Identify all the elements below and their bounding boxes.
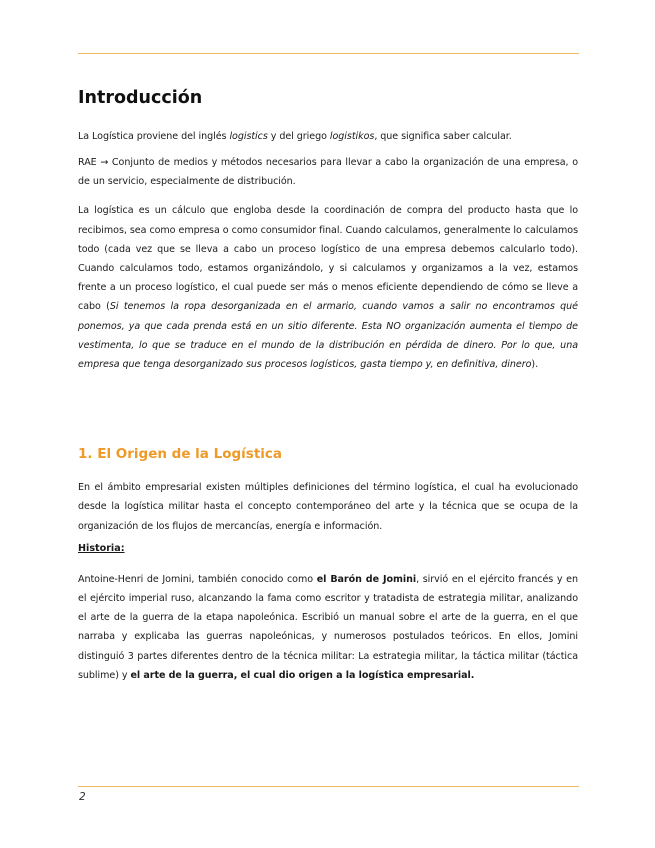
page-content xyxy=(78,86,578,685)
section-paragraph-1: En el ámbito empresarial existen múltiples definiciones del término logística, el cual ha evolucionado desde la logística militar hasta el concepto contemporáneo del arte y la técnica que se ocupa de la organización de los flujos de mercancías, energía e información. xyxy=(78,482,578,532)
intro-heading: Introducción xyxy=(78,88,203,108)
page-number: 2 xyxy=(79,791,86,803)
header-rule xyxy=(78,53,579,54)
footer-rule xyxy=(78,786,579,787)
historia-label: Historia: xyxy=(78,542,125,554)
intro-paragraph-3: La logística es un cálculo que engloba desde la coordinación de compra del producto hasta que lo recibimos, sea como empresa o como consumidor final. Cuando calculamos, generalmente lo calculamos todo (cada vez que se lleva a cabo un proceso logístico de una empresa debemos calcularlo todo). Cuando calculamos todo, estamos organizándolo, y si calculamos y organizamos a la vez, estamos frente a un proceso logístico, el cual puede ser más o menos eficiente dependiendo de cómo se lleve a cabo (Si tenemos la ropa desorganizada en el armario, cuando vamos a salir no encontramos qué ponemos, ya que cada prenda está en un sitio diferente. Esta NO organización aumenta el tiempo de vestimenta, lo que se traduce en el mundo de la distribución en pérdida de dinero. Por lo que, una empresa que tenga desorganizado sus procesos logísticos, gasta tiempo y, en definitiva, dinero). xyxy=(78,205,578,371)
intro-paragraph-1: La Logística proviene del inglés logistics y del griego logistikos, que significa saber calcular. xyxy=(78,131,512,142)
intro-paragraph-rae: RAE → Conjunto de medios y métodos necesarios para llevar a cabo la organización de una empresa, o de un servicio, especialmente de distribución. xyxy=(78,157,578,188)
section-heading-origen: 1. El Origen de la Logística xyxy=(78,446,283,463)
historia-paragraph: Antoine-Henri de Jomini, también conocido como el Barón de Jomini, sirvió en el ejército francés y en el ejército imperial ruso, alcanzando la fama como escritor y tratadista de estrategia militar, analizando el arte de la guerra de la etapa napoleónica. Escribió un manual sobre el arte de la guerra, en el que narraba y explicaba las guerras napoleónicas, y numerosos postulados teóricos. En ellos, Jomini distinguió 3 partes diferentes dentro de la técnica militar: La estrategia militar, la táctica militar (táctica sublime) y el arte de la guerra, el cual dio origen a la logística empresarial. xyxy=(78,573,579,681)
